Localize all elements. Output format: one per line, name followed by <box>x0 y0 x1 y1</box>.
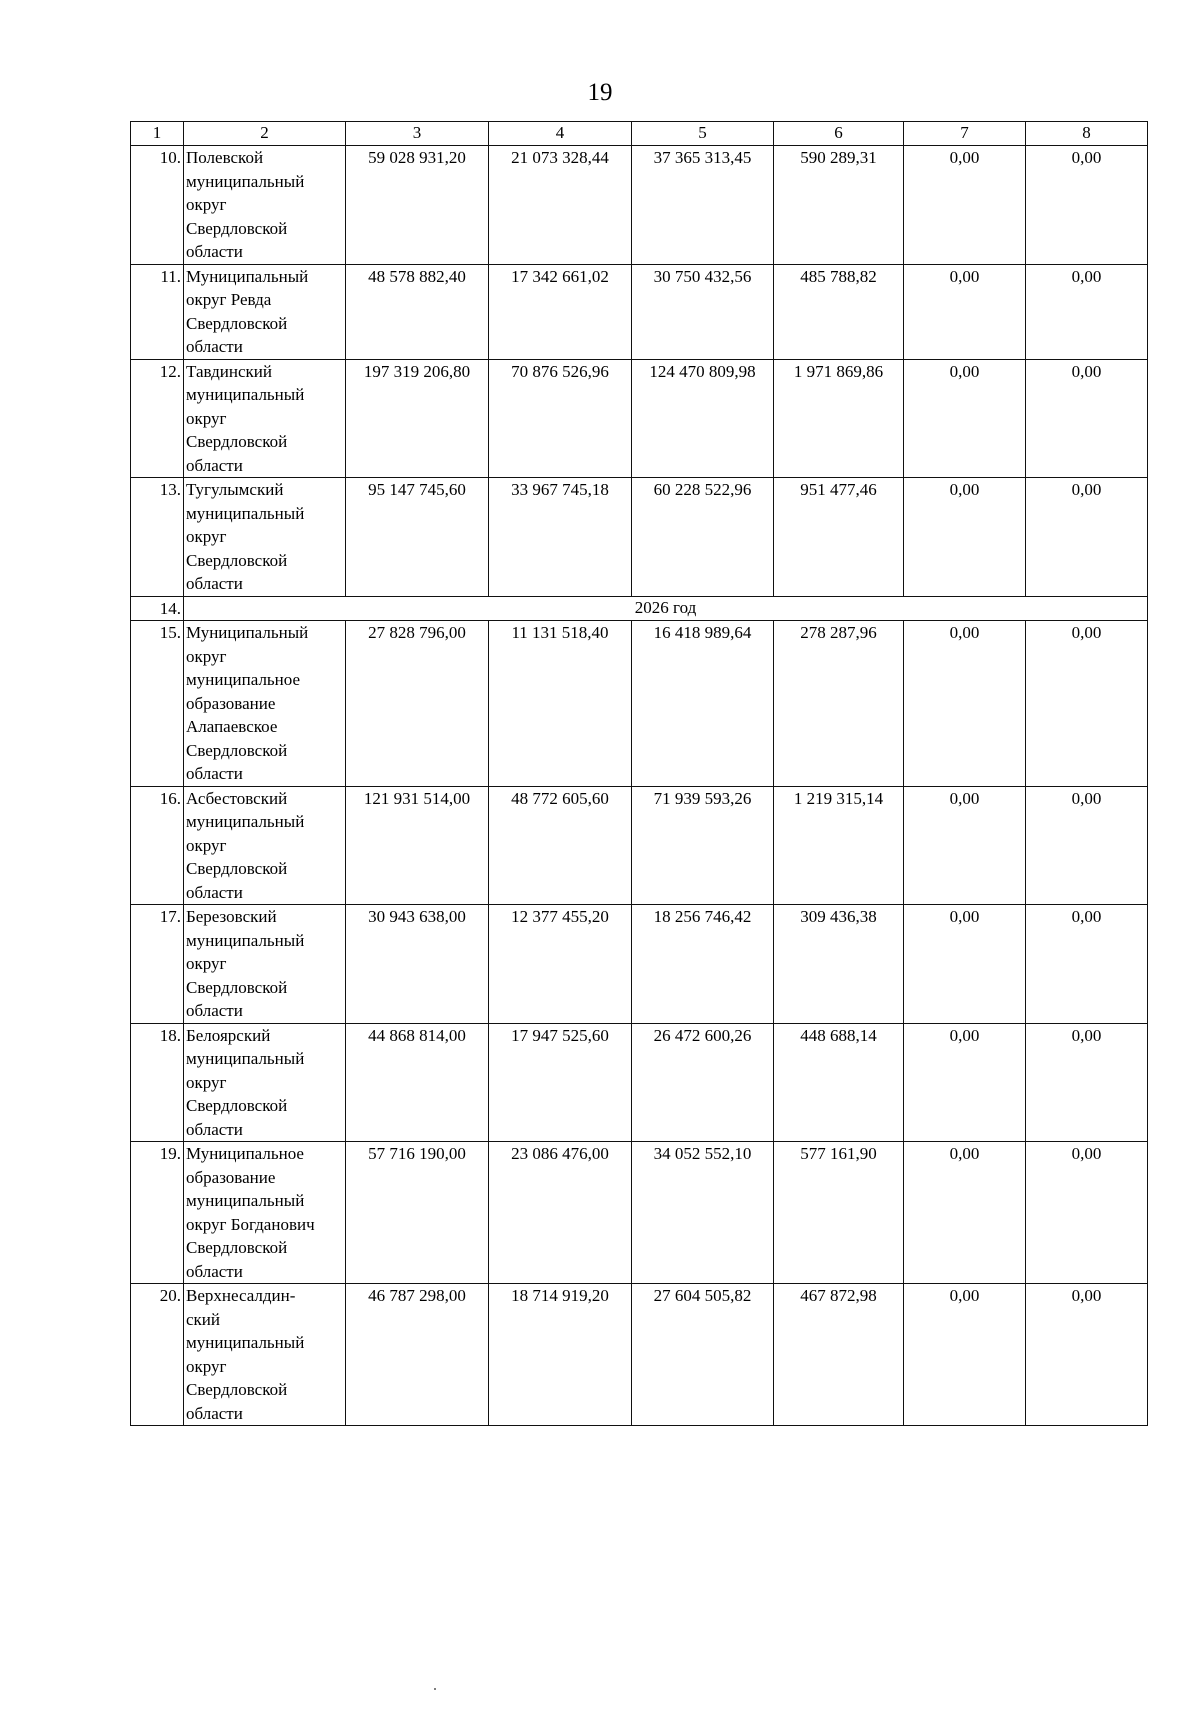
name-line: округ <box>186 195 227 214</box>
table-row <box>131 621 1148 787</box>
name-line: Алапаевское <box>186 717 278 736</box>
row-number: 18. <box>131 1023 184 1142</box>
value-col-8: 0,00 <box>1026 146 1148 265</box>
column-header: 3 <box>346 122 489 146</box>
name-line: Муниципальный <box>186 266 309 286</box>
name-line: муниципальный <box>186 930 305 950</box>
value-col-8: 0,00 <box>1026 1023 1148 1142</box>
name-line: округ <box>186 408 227 428</box>
value-col-7: 0,00 <box>904 905 1026 1024</box>
value-col-3: 48 578 882,40 <box>346 264 489 359</box>
value-col-4: 70 876 526,96 <box>489 359 632 478</box>
row-number: 19. <box>131 1142 184 1284</box>
value-col-8: 0,00 <box>1026 786 1148 905</box>
name-line: муниципальное <box>186 670 301 689</box>
table-row <box>131 905 1148 1024</box>
value-col-5: 34 052 552,10 <box>632 1142 774 1284</box>
value-col-5: 27 604 505,82 <box>632 1284 774 1426</box>
page-number: 19 <box>587 79 613 106</box>
name-line: муниципальный <box>186 1333 305 1352</box>
name-line: области <box>186 1001 243 1020</box>
name-line: округ <box>186 527 227 546</box>
name-line: Свердловской <box>186 1096 288 1115</box>
name-line: Свердловской <box>186 1238 288 1257</box>
row-number: 15. <box>131 621 184 787</box>
name-line: Свердловской <box>186 550 288 570</box>
value-col-7: 0,00 <box>904 264 1026 359</box>
value-col-3: 30 943 638,00 <box>346 905 489 1024</box>
value-col-5: 37 365 313,45 <box>632 146 774 265</box>
value-col-3: 44 868 814,00 <box>346 1023 489 1142</box>
row-number: 20. <box>131 1284 184 1426</box>
row-number: 17. <box>131 905 184 1024</box>
value-col-7: 0,00 <box>904 478 1026 597</box>
name-line: Муниципальный <box>186 623 309 642</box>
row-number: 16. <box>131 786 184 905</box>
value-col-4: 11 131 518,40 <box>489 621 632 787</box>
column-header: 5 <box>632 122 774 146</box>
name-line: Свердловской <box>186 1380 288 1399</box>
value-col-5: 30 750 432,56 <box>632 264 774 359</box>
name-line: Свердловской <box>186 432 288 451</box>
municipality-name <box>184 478 346 597</box>
municipality-name <box>184 1023 346 1142</box>
value-col-5: 71 939 593,26 <box>632 786 774 905</box>
table-row <box>131 1142 1148 1284</box>
name-line: Тавдинский <box>186 361 272 381</box>
column-header: 7 <box>904 122 1026 146</box>
value-col-5: 16 418 989,64 <box>632 621 774 787</box>
municipality-name <box>184 1142 346 1284</box>
name-line: муниципальный <box>186 1191 305 1210</box>
name-line: Свердловской <box>186 859 288 878</box>
name-line: области <box>186 242 243 261</box>
name-line: образование <box>186 1167 276 1187</box>
value-col-6: 1 219 315,14 <box>774 786 904 905</box>
value-col-7: 0,00 <box>904 1142 1026 1284</box>
name-line: муниципальный <box>186 385 305 404</box>
value-col-4: 21 073 328,44 <box>489 146 632 265</box>
name-line: Асбестовский <box>186 788 288 808</box>
value-col-4: 33 967 745,18 <box>489 478 632 597</box>
name-line: Верхнесалдин- <box>186 1286 296 1305</box>
table-header <box>131 122 1148 146</box>
name-line: округ Ревда <box>186 290 272 309</box>
value-col-7: 0,00 <box>904 1284 1026 1426</box>
row-number: 13. <box>131 478 184 597</box>
value-col-3: 95 147 745,60 <box>346 478 489 597</box>
value-col-4: 12 377 455,20 <box>489 905 632 1024</box>
value-col-3: 46 787 298,00 <box>346 1284 489 1426</box>
name-line: муниципальный <box>186 812 305 831</box>
table-row <box>131 146 1148 265</box>
name-line: области <box>186 455 243 475</box>
name-line: округ <box>186 835 227 855</box>
value-col-6: 278 287,96 <box>774 621 904 787</box>
value-col-8: 0,00 <box>1026 359 1148 478</box>
value-col-5: 124 470 809,98 <box>632 359 774 478</box>
header-row <box>131 122 1148 146</box>
name-line: округ <box>186 1072 227 1092</box>
municipality-name <box>184 1284 346 1426</box>
name-line: области <box>186 574 243 593</box>
name-line: области <box>186 882 243 902</box>
value-col-3: 121 931 514,00 <box>346 786 489 905</box>
name-line: Муниципальное <box>186 1144 304 1163</box>
value-col-8: 0,00 <box>1026 1142 1148 1284</box>
municipality-name <box>184 905 346 1024</box>
value-col-8: 0,00 <box>1026 478 1148 597</box>
name-line: Полевской <box>186 148 264 167</box>
municipality-name <box>184 264 346 359</box>
name-line: области <box>186 1119 243 1139</box>
municipality-name <box>184 146 346 265</box>
name-line: образование <box>186 693 276 713</box>
value-col-6: 485 788,82 <box>774 264 904 359</box>
value-col-3: 197 319 206,80 <box>346 359 489 478</box>
name-line: Свердловской <box>186 313 288 333</box>
row-number: 11. <box>131 264 184 359</box>
value-col-7: 0,00 <box>904 1023 1026 1142</box>
name-line: Белоярский <box>186 1025 271 1045</box>
value-col-8: 0,00 <box>1026 621 1148 787</box>
column-header: 4 <box>489 122 632 146</box>
value-col-6: 467 872,98 <box>774 1284 904 1426</box>
value-col-6: 448 688,14 <box>774 1023 904 1142</box>
value-col-7: 0,00 <box>904 146 1026 265</box>
name-line: области <box>186 1403 243 1423</box>
column-header: 2 <box>184 122 346 146</box>
municipality-name <box>184 786 346 905</box>
table-row <box>131 1023 1148 1142</box>
value-col-3: 27 828 796,00 <box>346 621 489 787</box>
scan-speck <box>434 1688 436 1690</box>
column-header: 1 <box>131 122 184 146</box>
value-col-5: 60 228 522,96 <box>632 478 774 597</box>
value-col-4: 18 714 919,20 <box>489 1284 632 1426</box>
name-line: муниципальный <box>186 171 305 191</box>
allocation-table <box>130 121 1148 1426</box>
value-col-4: 23 086 476,00 <box>489 1142 632 1284</box>
table-row <box>131 359 1148 478</box>
value-col-3: 57 716 190,00 <box>346 1142 489 1284</box>
name-line: округ Богданович <box>186 1214 315 1234</box>
value-col-8: 0,00 <box>1026 264 1148 359</box>
name-line: Березовский <box>186 907 277 926</box>
name-line: муниципальный <box>186 503 305 523</box>
value-col-5: 26 472 600,26 <box>632 1023 774 1142</box>
value-col-6: 951 477,46 <box>774 478 904 597</box>
year-heading: 2026 год <box>184 596 1148 621</box>
value-col-7: 0,00 <box>904 621 1026 787</box>
municipality-name <box>184 621 346 787</box>
row-number: 14. <box>131 596 184 621</box>
table-body <box>131 146 1148 1426</box>
name-line: Свердловской <box>186 740 288 760</box>
name-line: округ <box>186 646 227 666</box>
table-row <box>131 1284 1148 1426</box>
value-col-5: 18 256 746,42 <box>632 905 774 1024</box>
name-line: области <box>186 764 243 783</box>
name-line: Свердловской <box>186 218 288 238</box>
table-row <box>131 264 1148 359</box>
value-col-6: 1 971 869,86 <box>774 359 904 478</box>
value-col-4: 17 342 661,02 <box>489 264 632 359</box>
name-line: области <box>186 1261 243 1281</box>
table-row <box>131 786 1148 905</box>
name-line: муниципальный <box>186 1049 305 1068</box>
value-col-8: 0,00 <box>1026 1284 1148 1426</box>
value-col-6: 590 289,31 <box>774 146 904 265</box>
value-col-4: 48 772 605,60 <box>489 786 632 905</box>
value-col-6: 309 436,38 <box>774 905 904 1024</box>
value-col-8: 0,00 <box>1026 905 1148 1024</box>
name-line: области <box>186 337 243 356</box>
column-header: 6 <box>774 122 904 146</box>
municipality-name <box>184 359 346 478</box>
row-number: 12. <box>131 359 184 478</box>
value-col-6: 577 161,90 <box>774 1142 904 1284</box>
value-col-3: 59 028 931,20 <box>346 146 489 265</box>
name-line: ский <box>186 1309 220 1329</box>
value-col-4: 17 947 525,60 <box>489 1023 632 1142</box>
name-line: Тугулымский <box>186 480 284 499</box>
name-line: округ <box>186 1356 227 1376</box>
year-row <box>131 596 1148 621</box>
table-row <box>131 478 1148 597</box>
row-number: 10. <box>131 146 184 265</box>
name-line: Свердловской <box>186 977 288 997</box>
name-line: округ <box>186 954 227 973</box>
value-col-7: 0,00 <box>904 359 1026 478</box>
column-header: 8 <box>1026 122 1148 146</box>
value-col-7: 0,00 <box>904 786 1026 905</box>
